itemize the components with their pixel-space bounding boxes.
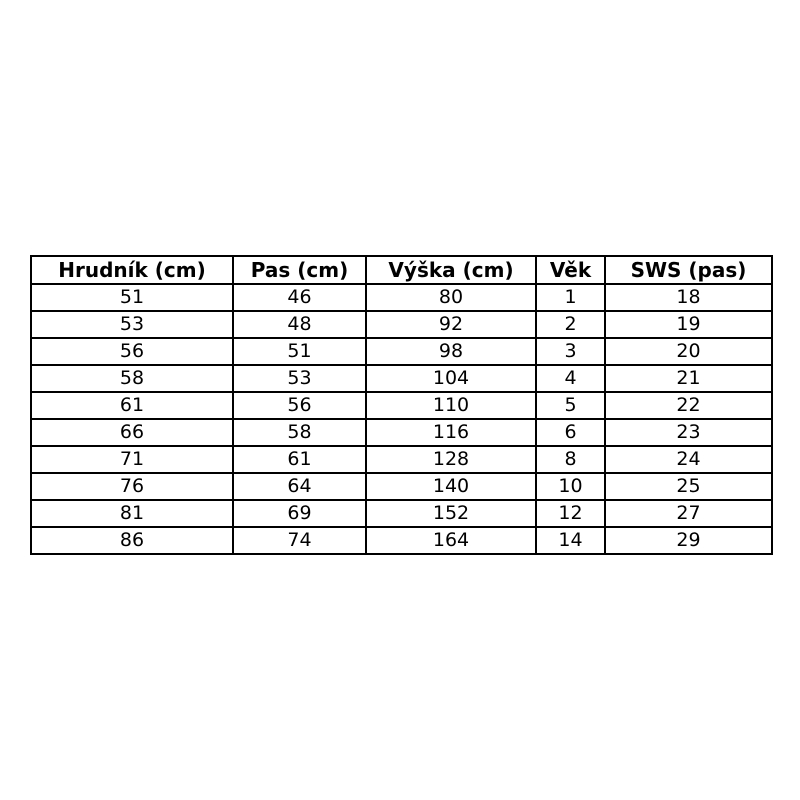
table-cell: 56 [31, 338, 233, 365]
table-cell: 128 [366, 446, 536, 473]
table-cell: 58 [233, 419, 366, 446]
table-cell: 53 [31, 311, 233, 338]
table-cell: 23 [605, 419, 772, 446]
table-cell: 46 [233, 284, 366, 311]
column-header-4: SWS (pas) [605, 256, 772, 284]
table-cell: 10 [536, 473, 605, 500]
table-cell: 116 [366, 419, 536, 446]
table-cell: 92 [366, 311, 536, 338]
table-row [31, 500, 772, 527]
table-cell: 86 [31, 527, 233, 554]
table-cell: 2 [536, 311, 605, 338]
table-row [31, 338, 772, 365]
table-cell: 71 [31, 446, 233, 473]
table-cell: 104 [366, 365, 536, 392]
table-cell: 110 [366, 392, 536, 419]
table-cell: 152 [366, 500, 536, 527]
table-cell: 8 [536, 446, 605, 473]
table-cell: 18 [605, 284, 772, 311]
size-table-head [31, 256, 772, 284]
table-cell: 61 [31, 392, 233, 419]
table-row [31, 284, 772, 311]
table-cell: 14 [536, 527, 605, 554]
table-cell: 3 [536, 338, 605, 365]
table-cell: 58 [31, 365, 233, 392]
table-cell: 20 [605, 338, 772, 365]
table-cell: 76 [31, 473, 233, 500]
table-cell: 24 [605, 446, 772, 473]
table-row [31, 392, 772, 419]
table-cell: 81 [31, 500, 233, 527]
table-cell: 74 [233, 527, 366, 554]
table-cell: 21 [605, 365, 772, 392]
table-cell: 69 [233, 500, 366, 527]
table-cell: 1 [536, 284, 605, 311]
table-cell: 140 [366, 473, 536, 500]
table-row [31, 365, 772, 392]
header-row [31, 256, 772, 284]
table-cell: 98 [366, 338, 536, 365]
table-cell: 25 [605, 473, 772, 500]
table-cell: 80 [366, 284, 536, 311]
column-header-3: Věk [536, 256, 605, 284]
table-cell: 6 [536, 419, 605, 446]
size-table-body [31, 284, 772, 554]
column-header-1: Pas (cm) [233, 256, 366, 284]
table-cell: 19 [605, 311, 772, 338]
table-row [31, 473, 772, 500]
table-cell: 5 [536, 392, 605, 419]
table-cell: 51 [233, 338, 366, 365]
table-cell: 51 [31, 284, 233, 311]
table-row [31, 446, 772, 473]
table-cell: 64 [233, 473, 366, 500]
column-header-0: Hrudník (cm) [31, 256, 233, 284]
table-cell: 4 [536, 365, 605, 392]
table-cell: 53 [233, 365, 366, 392]
table-cell: 164 [366, 527, 536, 554]
column-header-2: Výška (cm) [366, 256, 536, 284]
table-cell: 61 [233, 446, 366, 473]
table-row [31, 419, 772, 446]
size-table [30, 255, 773, 555]
table-row [31, 527, 772, 554]
table-cell: 29 [605, 527, 772, 554]
table-cell: 56 [233, 392, 366, 419]
table-cell: 12 [536, 500, 605, 527]
table-cell: 48 [233, 311, 366, 338]
table-cell: 22 [605, 392, 772, 419]
table-cell: 27 [605, 500, 772, 527]
table-cell: 66 [31, 419, 233, 446]
table-row [31, 311, 772, 338]
